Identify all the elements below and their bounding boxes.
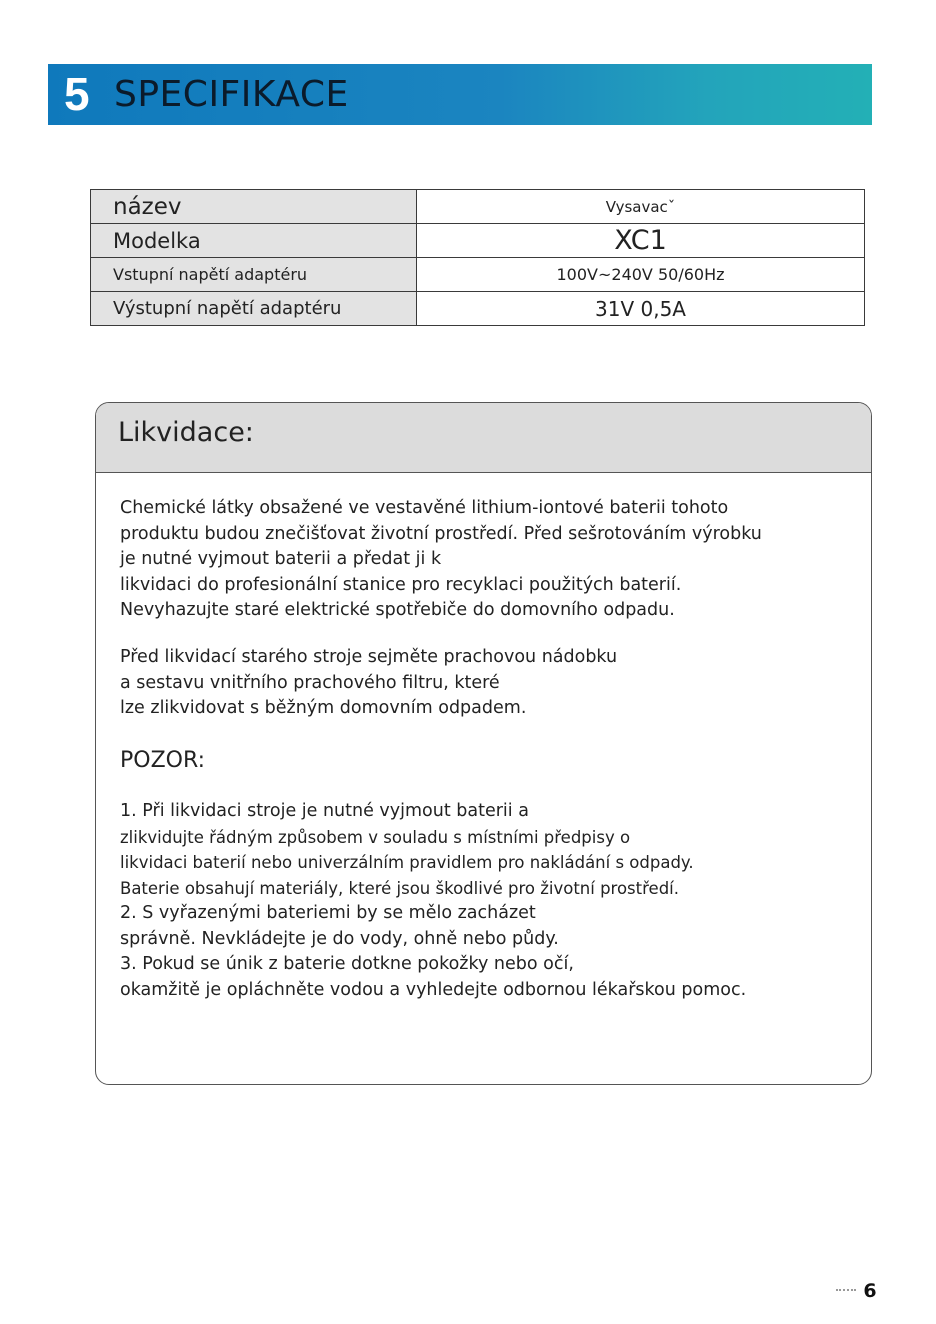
text-line: je nutné vyjmout baterii a předat ji k bbox=[120, 549, 442, 569]
text-line: produktu budou znečišťovat životní prostředí. Před sešrotováním výrobku bbox=[120, 523, 762, 544]
text-line: likvidaci baterií nebo univerzálním pravidlem pro nakládání s odpady. bbox=[120, 853, 694, 872]
section-header-banner bbox=[48, 64, 872, 125]
text-line: Nevyhazujte staré elektrické spotřebiče do domovního odpadu. bbox=[120, 600, 675, 620]
specification-table bbox=[90, 189, 865, 326]
section-title: SPECIFIKACE bbox=[114, 74, 349, 115]
text-line: okamžitě je opláchněte vodou a vyhledejte odbornou lékařskou pomoc. bbox=[120, 979, 747, 1000]
text-line: Chemické látky obsažené ve vestavěné lithium-iontové baterii tohoto bbox=[120, 498, 729, 518]
spec-value-name: Vysavacˇ bbox=[417, 190, 865, 224]
text-line: 1. Při likvidaci stroje je nutné vyjmout baterii a bbox=[120, 801, 529, 821]
text-line: lze zlikvidovat s běžným domovním odpadem. bbox=[120, 698, 527, 718]
text-line: a sestavu vnitřního prachového filtru, které bbox=[120, 672, 500, 693]
warning-list bbox=[120, 799, 746, 1003]
text-line: správně. Nevkládejte je do vody, ohně nebo půdy. bbox=[120, 928, 559, 949]
text-line: Baterie obsahují materiály, které jsou škodlivé pro životní prostředí. bbox=[120, 878, 680, 898]
spec-label-output-voltage: Výstupní napětí adaptéru bbox=[91, 292, 417, 326]
spec-label-model: Modelka bbox=[91, 224, 417, 258]
disposal-paragraph-1 bbox=[120, 496, 762, 624]
disposal-paragraph-2 bbox=[120, 645, 617, 722]
warning-title: POZOR: bbox=[120, 748, 205, 773]
disposal-title: Likvidace: bbox=[118, 417, 254, 448]
text-line: zlikvidujte řádným způsobem v souladu s místními předpisy o bbox=[120, 827, 631, 847]
text-line: Před likvidací starého stroje sejměte prachovou nádobku bbox=[120, 647, 618, 667]
section-number: 5 bbox=[64, 68, 90, 120]
page-number: 6 bbox=[863, 1280, 877, 1302]
spec-value-output-voltage: 31V 0,5A bbox=[417, 292, 865, 326]
table-row bbox=[91, 224, 865, 258]
spec-label-name: název bbox=[91, 190, 417, 224]
text-line: likvidaci do profesionální stanice pro recyklaci použitých baterií. bbox=[120, 574, 682, 595]
page-number-dots bbox=[836, 1289, 856, 1291]
text-line: 2. S vyřazenými bateriemi by se mělo zacházet bbox=[120, 903, 536, 923]
table-row bbox=[91, 258, 865, 292]
spec-label-input-voltage: Vstupní napětí adaptéru bbox=[91, 258, 417, 292]
table-row bbox=[91, 292, 865, 326]
spec-value-input-voltage: 100V~240V 50/60Hz bbox=[417, 258, 865, 292]
text-line: 3. Pokud se únik z baterie dotkne pokožky nebo očí, bbox=[120, 954, 574, 974]
disposal-box bbox=[95, 402, 872, 1085]
disposal-box-header bbox=[96, 403, 871, 473]
spec-value-model: XC1 bbox=[417, 224, 865, 258]
table-row bbox=[91, 190, 865, 224]
